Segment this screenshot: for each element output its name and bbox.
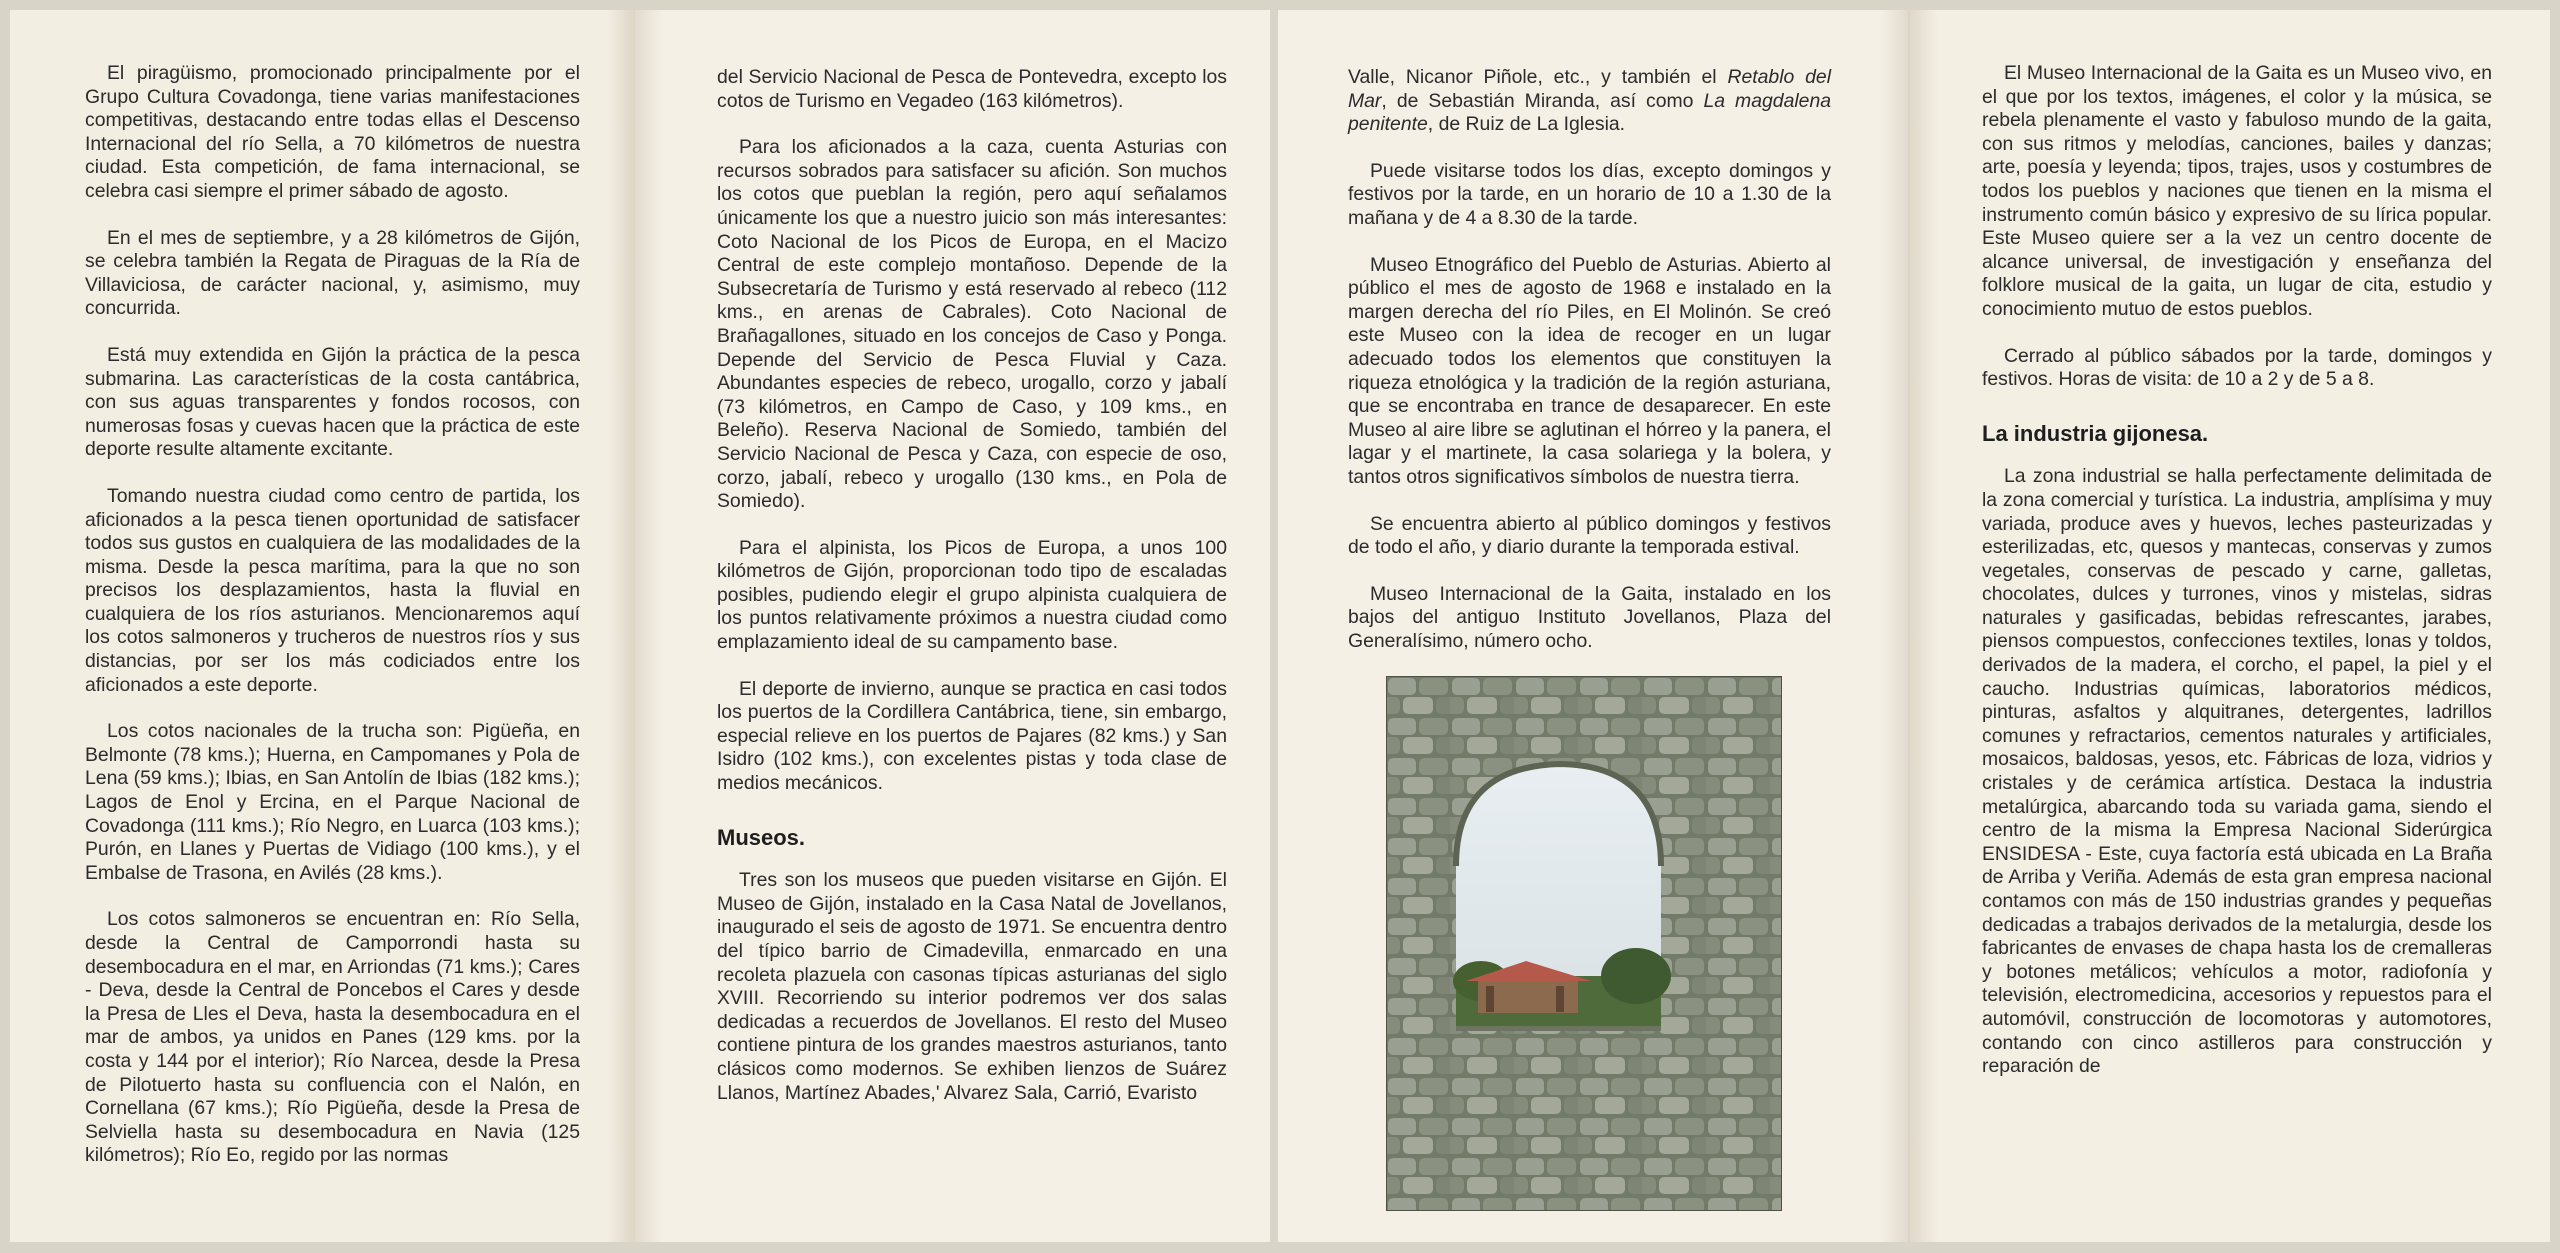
text-run: , de Ruiz de La Iglesia. xyxy=(1427,113,1626,136)
text-column xyxy=(717,66,1227,1105)
paragraph: Museo Etnográfico del Pueblo de Asturias. Abierto al público el mes de agosto de 1968 e instalado en la margen derecha del río Piles, en El Molinón. Se creó este Museo con la idea de recoger en un lugar adecuado todos los elementos que constituyen la riqueza etnológica y la tradición de la región asturiana, que se encontraba en trance de desaparecer. En este Museo al aire libre se aglutinan el hórreo y la panera, el lagar y el martinete, la casa solariega y la bolera, y tantos otros significativos símbolos de nuestra tierra. xyxy=(1348,253,1831,488)
text-run: Valle, Nicanor Piñole, etc., y también el xyxy=(1348,66,1728,88)
paragraph: Tomando nuestra ciudad como centro de partida, los aficionados a la pesca tienen oportunidad de satisfacer todos sus gustos en cualquiera de las modalidades de la misma. Desde la pesca marítima, para la que no son precisos los desplazamientos, hasta la fluvial en cualquiera de los ríos asturianos. Mencionaremos aquí los cotos salmoneros y trucheros de nuestros ríos y sus distancias, por ser los más codiciados entre los aficionados a este deporte. xyxy=(85,484,580,696)
paragraph: Puede visitarse todos los días, excepto domingos y festivos por la tarde, en un horario de 10 a 1.30 de la mañana y de 4 a 8.30 de la tarde. xyxy=(1348,159,1831,229)
section-heading-industria: La industria gijonesa. xyxy=(1982,420,2209,446)
paragraph: Tres son los museos que pueden visitarse en Gijón. El Museo de Gijón, instalado en la Casa Natal de Jovellanos, inaugurado el seis de agosto de 1971. Se encuentra dentro del típico barrio de Cimadevilla, enmarcado en una recoleta plazuela con casonas típicas asturianas del siglo XVIII. Recorriendo su interior podremos ver dos salas dedicadas a recuerdos de Jovellanos. El resto del Museo contiene pintura de los grandes maestros asturianos, tanto clásicos como modernos. Se exhiben lienzos de Suárez Llanos, Martínez Abades,' Alvarez Sala, Carrió, Evaristo xyxy=(717,869,1227,1104)
page-4 xyxy=(1910,10,2550,1242)
paragraph: Cerrado al público sábados por la tarde, domingos y festivos. Horas de visita: de 10 a 2 y de 5 a 8. xyxy=(1982,344,2492,391)
paragraph: La zona industrial se halla perfectamente delimitada de la zona comercial y turística. La industria, amplísima y muy variada, produce aves y huevos, leches pasteurizadas y esterilizadas, etc, quesos y mantecas, conservas y zumos vegetales, conservas de pescado y carne, galletas, chocolates, dulces y turrones, vinos y mistelas, sidras naturales y gasificadas, bebidas refrescantes, jarabes, piensos compuestos, confecciones textiles, lonas y toldos, derivados de la madera, el corcho, el papel, la piel y el caucho. Industrias químicas, laboratorios médicos, pinturas, asfaltos y alquitranes, detergentes, ladrillos comunes y refractarios, cementos naturales y artificiales, mosaicos, baldosas, yesos, etc. Fábricas de loza, vidrios y cristales y de cerámica artística. Destaca la industria metalúrgica, abarcando toda su variada gama, siendo el centro de la misma la Empresa Nacional Siderúrgica ENSIDESA - Este, cuya factoría está ubicada en La Braña de Arriba y Veriña. Además de esta gran empresa nacional contamos con más de 150 industrias grandes y pequeñas dedicadas a trabajos derivados de la metalurgia, desde los fabricantes de envases de chapa hasta los de cremalleras y botones metálicos; vehículos a motor, radiofonía y televisión, electromedicina, accesorios y repuestos para el automóvil, construcción de locomotoras y automotores, contando con cinco astilleros para construcción y reparación de xyxy=(1982,465,2492,1078)
paragraph: En el mes de septiembre, y a 28 kilómetros de Gijón, se celebra también la Regata de Piraguas de la Ría de Villaviciosa, de carácter nacional, y, asimismo, muy concurrida. xyxy=(85,226,580,320)
text-column xyxy=(1348,66,1831,1211)
paragraph: El Museo Internacional de la Gaita es un Museo vivo, en el que por los textos, imágenes, el color y la música, se rebela plenamente el vasto y fabuloso mundo de la gaita, con sus ritmos y melodías, canciones, bailes y danzas; arte, poesía y leyenda; tipos, trajes, usos y costumbres de todos los pueblos y naciones que tienen en la misma el instrumento común básico y expresivo de su lírica popular. Este Museo quiere ser a la vez un centro docente de alcance universal, de investigación y enseñanza del folklore musical de la gaita, un lugar de cita, estudio y conocimiento mutuo de estos pueblos. xyxy=(1982,62,2492,320)
paragraph: del Servicio Nacional de Pesca de Pontevedra, excepto los cotos de Turismo en Vegadeo (163 kilómetros). xyxy=(717,66,1227,112)
paragraph: Para el alpinista, los Picos de Europa, a unos 100 kilómetros de Gijón, proporcionan todo tipo de escaladas posibles, pudiendo elegir el grupo alpinista cualquiera de los puntos relativamente próximos a nuestra ciudad como emplazamiento ideal de su campamento base. xyxy=(717,536,1227,654)
paragraph: Los cotos nacionales de la trucha son: Pigüeña, en Belmonte (78 kms.); Huerna, en Campomanes y Pola de Lena (59 kms.); Ibias, en San Antolín de Ibias (182 kms.); Lagos de Enol y Ercina, en el Parque Nacional de Covadonga (111 kms.); Río Negro, en Luarca (103 kms.); Purón, en Llanes y Puertas de Vidiago (100 kms.), y el Embalse de Trasona, en Avilés (28 kms.). xyxy=(85,720,580,884)
paragraph: El deporte de invierno, aunque se practica en casi todos los puertos de la Cordillera Cantábrica, tiene, sin embargo, especial relieve en los puertos de Pajares (82 kms.) y San Isidro (102 kms.), con excelentes pistas y toda clase de medios mecánicos. xyxy=(717,677,1227,795)
paragraph: Está muy extendida en Gijón la práctica de la pesca submarina. Las características de la costa cantábrica, con sus aguas transparentes y fondos rocosos, con numerosas fosas y cuevas hacen que la práctica de este deporte resulte altamente excitante. xyxy=(85,343,580,461)
paragraph xyxy=(1348,66,1831,137)
text-column xyxy=(85,62,580,1168)
text-column xyxy=(1982,62,2492,1079)
paragraph: Museo Internacional de la Gaita, instalado en los bajos del antiguo Instituto Jovellanos, Plaza del Generalísimo, número ocho. xyxy=(1348,582,1831,652)
paragraph: El piragüismo, promocionado principalmente por el Grupo Cultura Covadonga, tiene varias manifestaciones competitivas, destacando entre todas ellas el Descenso Internacional del río Sella, a 70 kilómetros de nuestra ciudad. Esta competición, de fama internacional, se celebra casi siempre el primer sábado de agosto. xyxy=(85,62,580,202)
paragraph: Para los aficionados a la caza, cuenta Asturias con recursos sobrados para satisfacer su afición. Son muchos los cotos que pueblan la región, pero aquí señalamos únicamente los que a nuestro juicio son más interesantes: Coto Nacional de los Picos de Europa, en el Macizo Central de este complejo montañoso. Depende de la Subsecretaría de Turismo y está reservado al rebeco (112 kms., en arenas de Cabrales). Coto Nacional de Brañagallones, situado en los concejos de Caso y Ponga. Depende del Servicio de Pesca Fluvial y Caza. Abundantes especies de rebeco, urogallo, corzo y jabalí (73 kilómetros, en Campo de Caso, y 109 kms., en Beleño). Reserva Nacional de Somiedo, también del Servicio Nacional de Pesca y Caza, con especie de oso, corzo, jabalí, rebeco y urogallo (130 kms., en Pola de Somiedo). xyxy=(717,136,1227,513)
artwork-title: La magdalena penitente xyxy=(1348,89,1832,136)
section-heading-museos: Museos. xyxy=(717,824,806,850)
paragraph: Los cotos salmoneros se encuentran en: Río Sella, desde la Central de Camporrondi hasta su desembocadura en el mar, en Arriondas (71 kms.); Cares - Deva, desde la Central de Poncebos el Cares y desde la Presa de Lles el Deva, hasta la desembocadura en el mar de ambos, ya unidos en Panes (129 kms. por la costa y 144 por el interior); Río Narcea, desde la Presa de Pilotuerto hasta su confluencia con el Nalón, en Cornellana (67 kms.); Río Pigüeña, desde la Presa de Selviella hasta su desembocadura en Navia (125 kilómetros); Río Eo, regido por las normas xyxy=(85,908,580,1167)
page-1 xyxy=(10,10,635,1242)
text-run: , de Sebastián Miranda, así como xyxy=(1381,89,1704,112)
paragraph: Se encuentra abierto al público domingos y festivos de todo el año, y diario durante la temporada estival. xyxy=(1348,512,1831,559)
page-2 xyxy=(635,10,1270,1242)
page-3 xyxy=(1278,10,1908,1242)
artwork-title: Retablo del Mar xyxy=(1348,66,1832,112)
stone-arch-photo xyxy=(1386,676,1782,1211)
